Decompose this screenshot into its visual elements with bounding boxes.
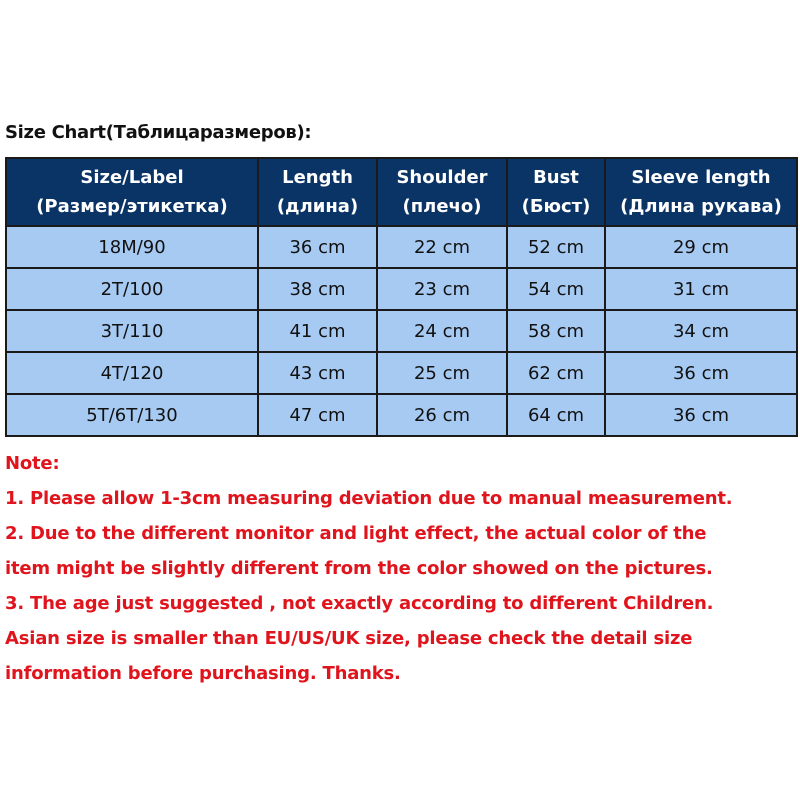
table-cell: 26 cm <box>377 394 507 436</box>
table-cell: 31 cm <box>605 268 797 310</box>
note-line: 3. The age just suggested , not exactly according to different Children. <box>5 593 714 614</box>
notes <box>5 446 732 691</box>
table-cell: 47 cm <box>258 394 377 436</box>
column-header <box>507 158 605 226</box>
column-header-line: (Бюст) <box>521 196 591 217</box>
table-cell: 62 cm <box>507 352 605 394</box>
table-cell: 4T/120 <box>6 352 258 394</box>
table-cell: 2T/100 <box>6 268 258 310</box>
table-row <box>6 226 797 268</box>
column-header <box>6 158 258 226</box>
table-cell: 24 cm <box>377 310 507 352</box>
table-cell: 41 cm <box>258 310 377 352</box>
column-header <box>258 158 377 226</box>
table-cell: 54 cm <box>507 268 605 310</box>
column-header-line: Size/Label <box>80 167 184 188</box>
table-cell: 36 cm <box>605 352 797 394</box>
table-cell: 34 cm <box>605 310 797 352</box>
table-cell: 58 cm <box>507 310 605 352</box>
table-header-row <box>6 158 797 226</box>
column-header-line: Length <box>282 167 353 188</box>
size-table <box>5 157 798 437</box>
table-row <box>6 352 797 394</box>
note-line: Asian size is smaller than EU/US/UK size, please check the detail size <box>5 628 693 649</box>
table-cell: 36 cm <box>258 226 377 268</box>
note-line: 2. Due to the different monitor and light effect, the actual color of the <box>5 523 707 544</box>
table-cell: 43 cm <box>258 352 377 394</box>
table-cell: 52 cm <box>507 226 605 268</box>
table-row <box>6 394 797 436</box>
table-cell: 38 cm <box>258 268 377 310</box>
table-cell: 22 cm <box>377 226 507 268</box>
note-line: item might be slightly different from the color showed on the pictures. <box>5 558 713 579</box>
table-cell: 3T/110 <box>6 310 258 352</box>
table-cell: 18M/90 <box>6 226 258 268</box>
column-header-line: (Длина рукава) <box>620 196 782 217</box>
column-header-line: (длина) <box>276 196 359 217</box>
column-header <box>605 158 797 226</box>
table-cell: 64 cm <box>507 394 605 436</box>
column-header <box>377 158 507 226</box>
table-cell: 23 cm <box>377 268 507 310</box>
table-row <box>6 310 797 352</box>
page-title: Size Chart(Таблицаразмеров): <box>5 122 312 143</box>
table-row <box>6 268 797 310</box>
column-header-line: Sleeve length <box>631 167 771 188</box>
table-cell: 29 cm <box>605 226 797 268</box>
table-cell: 5T/6T/130 <box>6 394 258 436</box>
table-cell: 36 cm <box>605 394 797 436</box>
note-line: 1. Please allow 1-3cm measuring deviation due to manual measurement. <box>5 488 733 509</box>
column-header-line: Shoulder <box>396 167 488 188</box>
column-header-line: (плечо) <box>402 196 482 217</box>
column-header-line: (Размер/этикетка) <box>36 196 228 217</box>
column-header-line: Bust <box>533 167 579 188</box>
note-line: information before purchasing. Thanks. <box>5 663 401 684</box>
note-heading: Note: <box>5 453 60 474</box>
table-cell: 25 cm <box>377 352 507 394</box>
